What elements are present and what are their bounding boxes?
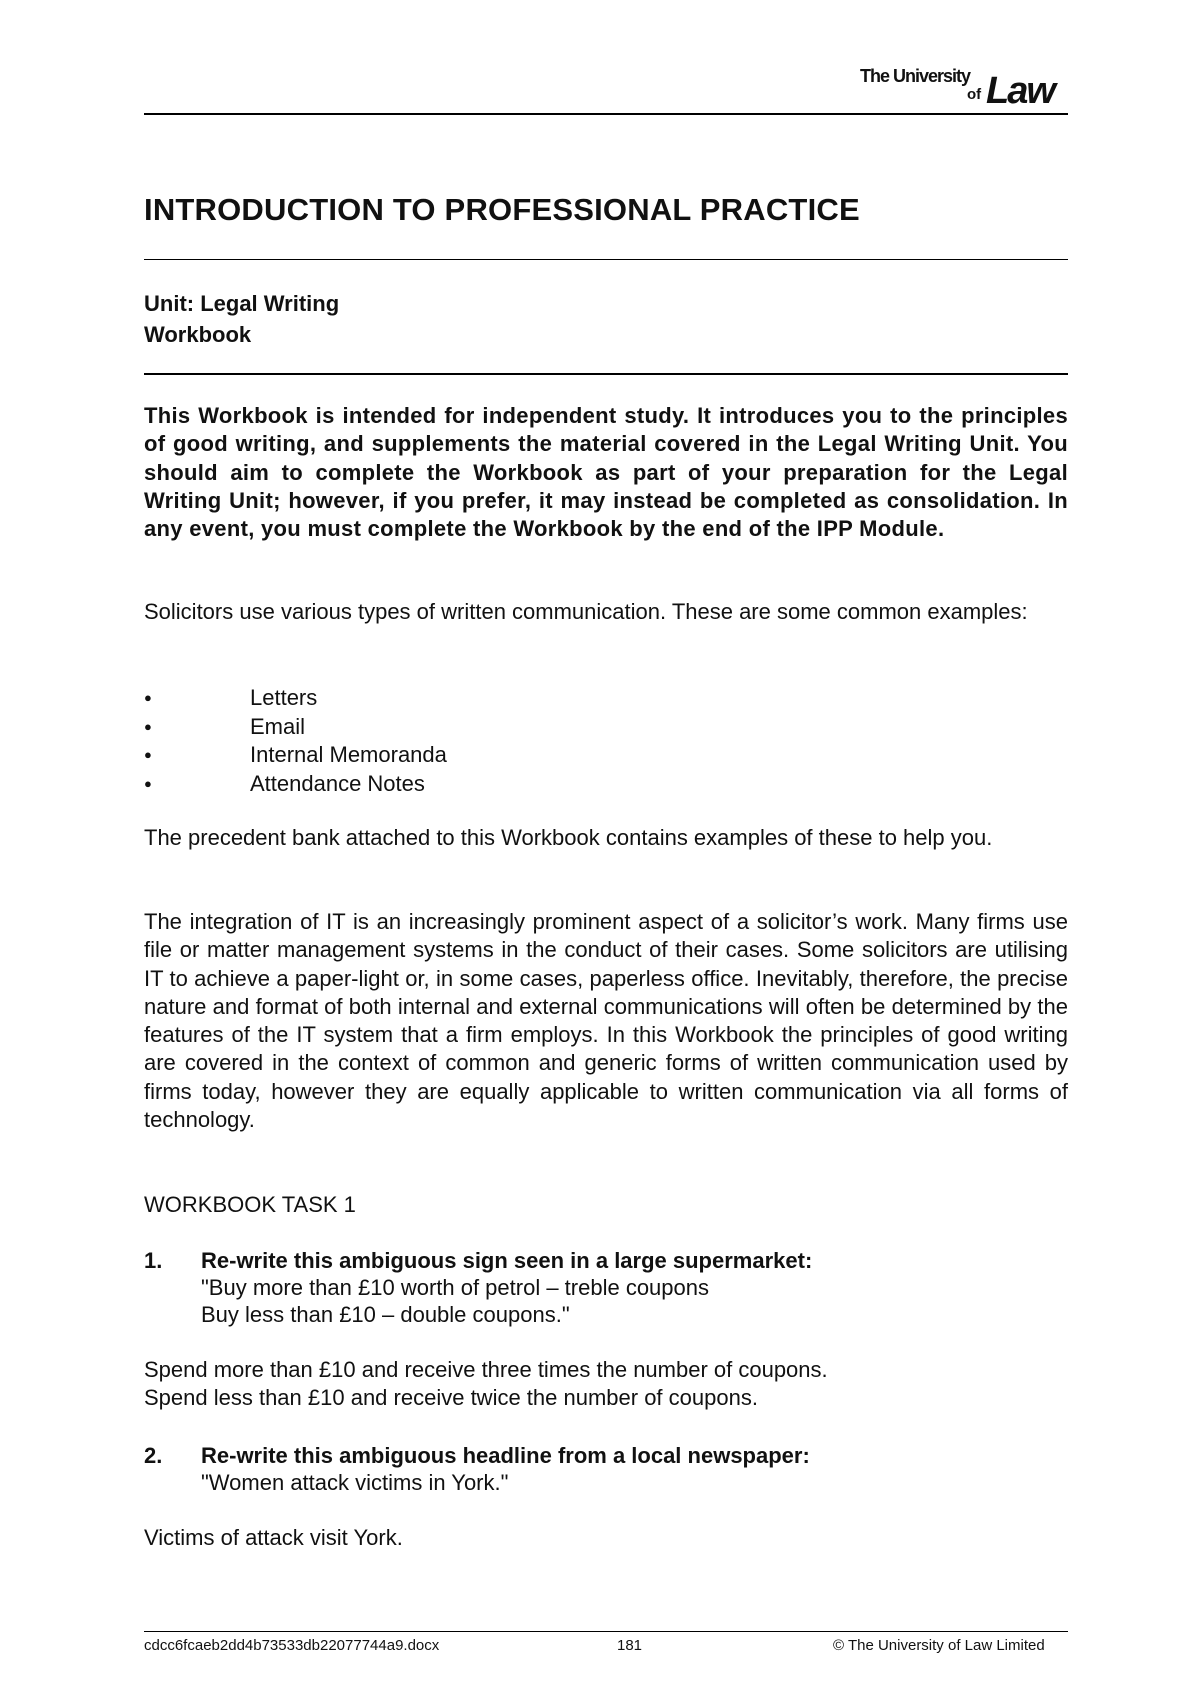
question-1 <box>144 1247 812 1328</box>
unit-line: Unit: Legal Writing <box>144 291 340 316</box>
header-rule <box>144 113 1068 115</box>
footer-filename: cdcc6fcaeb2dd4b73533db22077744a9.docx <box>144 1637 440 1654</box>
answer-2 <box>144 1524 403 1552</box>
question-prompt: Re-write this ambiguous sign seen in a large supermarket: <box>201 1248 813 1273</box>
list-item: ● Internal Memoranda <box>144 741 447 770</box>
question-number: 1. <box>144 1248 163 1273</box>
list-item: ● Attendance Notes <box>144 770 447 799</box>
logo-text-line3: Law <box>986 70 1054 112</box>
unit-rule <box>144 373 1068 375</box>
task-heading: WORKBOOK TASK 1 <box>144 1192 356 1217</box>
question-2 <box>144 1442 810 1496</box>
list-item: ● Letters <box>144 684 447 713</box>
answer-1 <box>144 1356 828 1412</box>
list-item: ● Email <box>144 713 447 742</box>
communication-intro: Solicitors use various types of written communication. These are some common examples: <box>144 599 1028 624</box>
it-paragraph: The integration of IT is an increasingly prominent aspect of a solicitor’s work. Many firms use file or matter management systems in the conduct of their cases. Some solicitors are utilising IT to achieve a paper-light or, in some cases, paperless office. Inevitably, therefore, the precise nature and format of both internal and external communications will often be determined by the features of the IT system that a firm employs. In this Workbook the principles of good writing are covered in the context of common and generic forms of written communication used by firms today, however they are equally applicable to written communication via all forms of technology. <box>144 909 1068 1133</box>
communication-types-list <box>144 684 447 798</box>
unit-heading <box>144 288 339 350</box>
quote-line: "Buy more than £10 worth of petrol – treble coupons <box>201 1275 709 1300</box>
answer-line: Spend less than £10 and receive twice the number of coupons. <box>144 1385 758 1410</box>
answer-line: Spend more than £10 and receive three times the number of coupons. <box>144 1357 828 1382</box>
workbook-subtitle: Workbook <box>144 322 252 347</box>
intro-paragraph: This Workbook is intended for independent study. It introduces you to the principles of good writing, and supplements the material covered in the Legal Writing Unit. You should aim to complete the Workbook as part of your preparation for the Legal Writing Unit; however, if you prefer, it may instead be completed as consolidation. In any event, you must complete the Workbook by the end of the IPP Module. <box>144 403 1068 542</box>
question-number: 2. <box>144 1443 163 1468</box>
footer-copyright: © The University of Law Limited <box>833 1637 1045 1654</box>
question-prompt: Re-write this ambiguous headline from a local newspaper: <box>201 1443 810 1468</box>
university-logo <box>858 66 1070 112</box>
answer-line: Victims of attack visit York. <box>144 1525 403 1550</box>
precedent-bank-paragraph: The precedent bank attached to this Workbook contains examples of these to help you. <box>144 825 993 850</box>
footer-page-number: 181 <box>617 1637 643 1654</box>
page-title: INTRODUCTION TO PROFESSIONAL PRACTICE <box>144 192 860 227</box>
quote-line: Buy less than £10 – double coupons." <box>201 1302 570 1327</box>
logo-text-line2: of <box>967 86 982 103</box>
footer-rule <box>144 1631 1068 1632</box>
quote-line: "Women attack victims in York." <box>201 1470 509 1495</box>
title-rule <box>144 259 1068 260</box>
logo-text-line1: The University <box>860 66 971 86</box>
